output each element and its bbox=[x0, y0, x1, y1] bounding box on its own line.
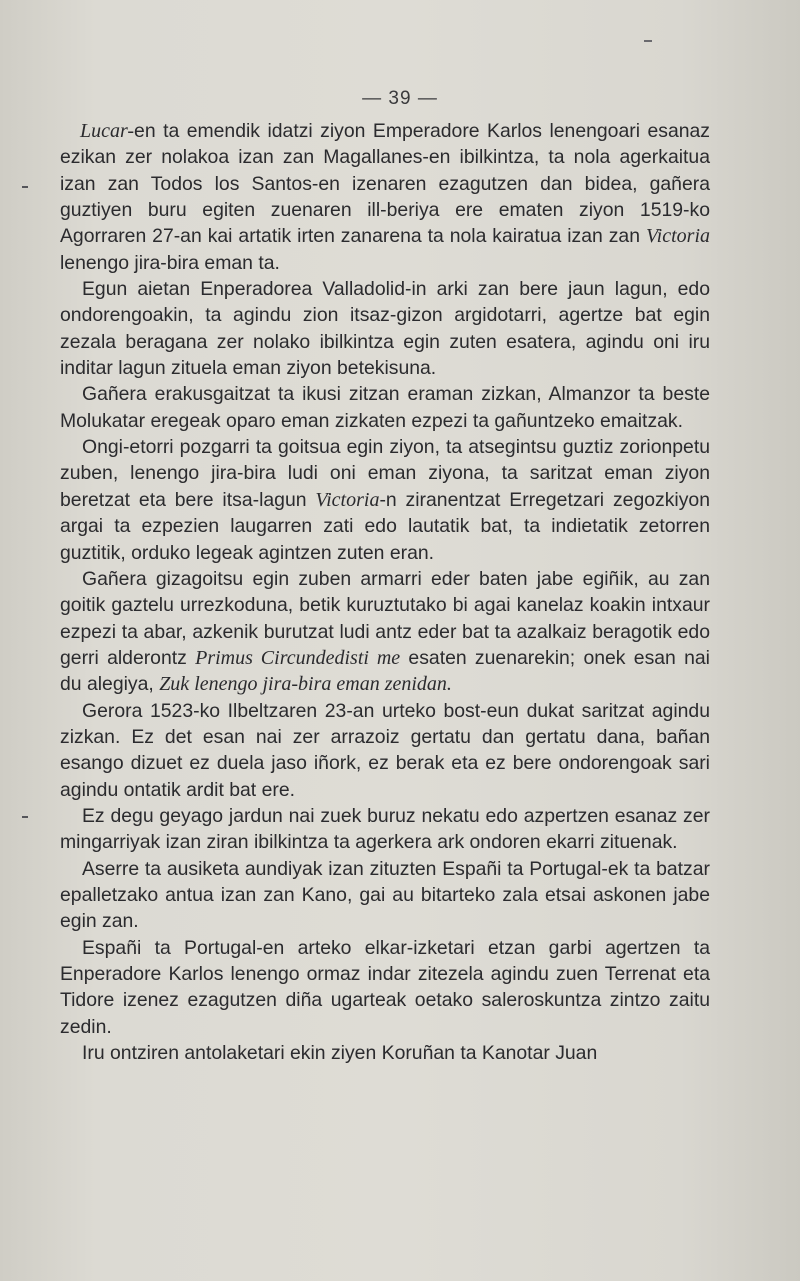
italic-text: Victoria bbox=[315, 488, 380, 511]
text-run: en ta emendik idatzi ziyon Emperadore Karlos lenengoari esanaz ezikan zer nolakoa izan zan Magallanes-en ibilkintza, ta nola agerkaitua izan zan Todos los Santos-en izenaren ezagutzen dan bidea, gañera guztiyen buru egiten zuenaren ill-beriya ere ematen ziyon 1519-ko Agorraren 27-an kai artatik irten zanarena ta nola kairatua izan zan bbox=[60, 120, 710, 248]
text-run: Gerora 1523-ko Ilbeltzaren 23-an urteko bost-eun dukat saritzat agindu zizkan. Ez det esan nai zer arrazoiz gertatu dan gertatu dana, bañan esango dizuet ez duela jaso iñork, ez berak eta ez bere ondorengoak sari agindu ontatik ardit bat ere. bbox=[60, 699, 710, 801]
text-run: Gañera erakusgaitzat ta ikusi zitzan eraman zizkan, Almanzor ta beste Molukatar eregeak oparo eman zizkaten ezpezi ta gañuntzeko emaitzak. bbox=[60, 383, 710, 432]
italic-text: Lucar- bbox=[80, 120, 135, 142]
text-run: Aserre ta ausiketa aundiyak izan zituzten Españi ta Portugal-ek ta batzar epalletzako antua izan zan Kano, gai au bitarteko zala etsai askonen jabe egin zan. bbox=[60, 857, 710, 933]
text-run: Iru ontziren antolaketari ekin ziyen Koruñan ta Kanotar Juan bbox=[82, 1042, 598, 1065]
italic-text: Zuk lenengo jira-bira eman zenidan. bbox=[159, 673, 452, 696]
paragraph bbox=[60, 434, 710, 566]
paragraph bbox=[60, 698, 710, 803]
text-run: -n ziranentzat Erregetzari zegozkiyon argai ta ezpezien laugarren zati edo lautatik bat, ta indietatik zetorren guztitik, orduko legeak agintzen zuten eran. bbox=[60, 488, 710, 564]
text-run: Gañera gizagoitsu egin zuben armarri eder baten jabe egiñik, au zan goitik gaztelu urrezkoduna, betik kuruztutako bi agai kanelaz koakin intxaur ezpezi ta abar, azkenik burutzat ludi antz eder bat ta azalkaiz beragotik edo gerri alderontz bbox=[60, 567, 710, 669]
paragraph bbox=[60, 1040, 710, 1066]
paragraph bbox=[60, 118, 710, 276]
paragraph bbox=[60, 276, 710, 381]
paragraph bbox=[60, 803, 710, 856]
italic-text: Primus Circundedisti me bbox=[195, 646, 401, 669]
paragraph bbox=[60, 566, 710, 698]
text-run: lenengo jira-bira eman ta. bbox=[60, 251, 280, 274]
print-speck bbox=[644, 40, 652, 42]
paragraph bbox=[60, 856, 710, 935]
text-run: Egun aietan Enperadorea Valladolid-in arki zan bere jaun lagun, edo ondorengoakin, ta agindu zion itsaz-gizon argidotarri, agertze bat egin zezala beragana zer nolako ibilkintza egin zuten esatera, agindu oni iru inditar lagun zituela eman ziyon betekisuna. bbox=[60, 278, 710, 380]
margin-mark bbox=[22, 816, 28, 818]
page-number: — 39 — bbox=[362, 88, 438, 109]
italic-text: Victoria bbox=[645, 225, 710, 248]
paragraph bbox=[60, 381, 710, 434]
paragraph bbox=[60, 935, 710, 1040]
text-run: Ez degu geyago jardun nai zuek buruz nekatu edo azpertzen esanaz zer mingarriyak izan ziran ibilkintza ta agerkera ark ondoren ekarri zituenak. bbox=[60, 804, 710, 854]
text-body bbox=[60, 118, 710, 1066]
text-run: Ongi-etorri pozgarri ta goitsua egin ziyon, ta atsegintsu guztiz zorionpetu zuben, lenengo jira-bira ludi oni eman ziyona, ta saritzat eman ziyon beretzat eta bere itsa-lagun bbox=[60, 436, 710, 511]
text-run: Españi ta Portugal-en arteko elkar-izketari etzan garbi agertzen ta Enperadore Karlos lenengo ormaz indar zitezela agindu zuen Terrenat eta Tidore izenez ezagutzen diña ugarteak oetako saleroskuntza zintzo zaitu zedin. bbox=[60, 936, 710, 1038]
text-run: esaten zuenarekin; onek esan nai du alegiya, bbox=[60, 646, 710, 696]
margin-mark bbox=[22, 186, 28, 188]
